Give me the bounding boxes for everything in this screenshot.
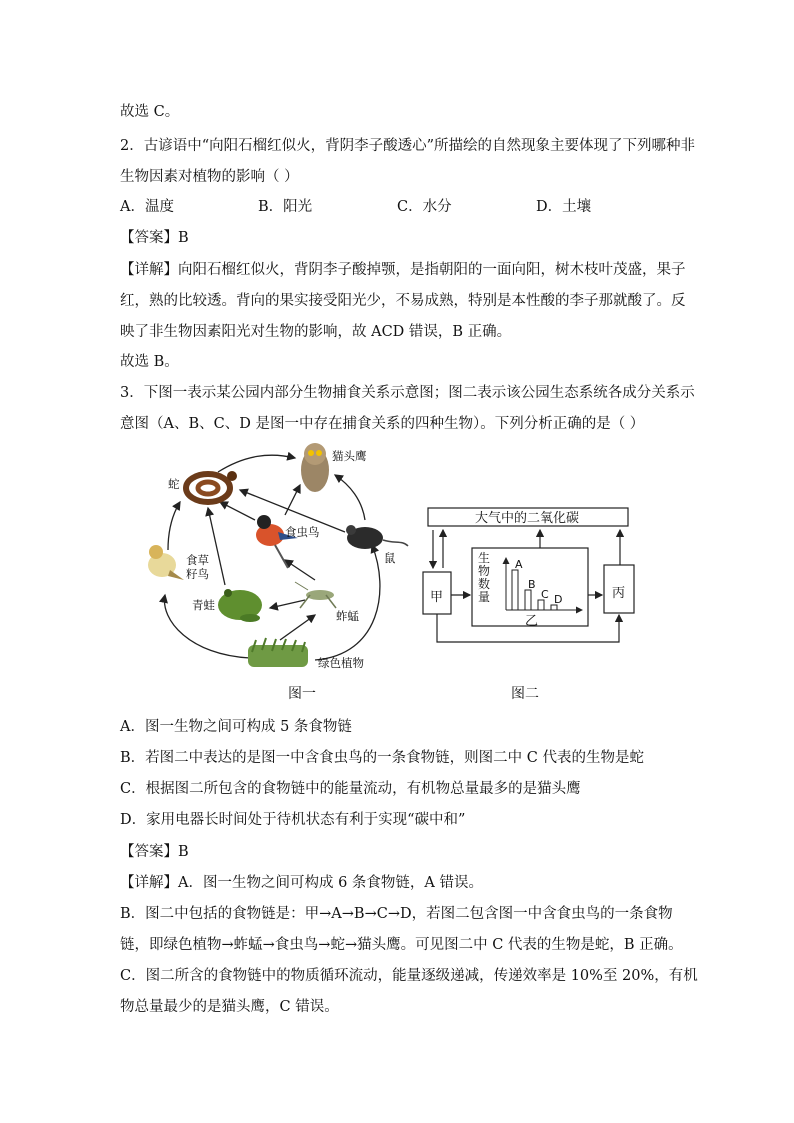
q3-explain-line4: C．图二所含的食物链中的物质循环流动，能量逐级递减，传递效率是 10%至 20%，有机 (120, 968, 698, 984)
bar-label-A: A (515, 558, 523, 571)
q2-option-a: A．温度 (120, 199, 174, 215)
owl-image (301, 443, 329, 492)
bar-A (512, 570, 518, 610)
arrow-snake-to-owl (218, 455, 295, 472)
bar-label-D: D (554, 593, 563, 606)
mouse-image (346, 525, 408, 549)
label-mouse: 鼠 (384, 551, 396, 565)
arrow-seedbird-to-snake (168, 502, 180, 550)
arrow-insectbird-to-snake (220, 502, 255, 520)
arrow-plant-to-mouse (315, 545, 380, 660)
q1-conclusion: 故选 C。 (120, 104, 180, 120)
grasshopper-image (295, 582, 336, 608)
bar-label-C: C (541, 588, 549, 601)
q3-option-b: B．若图二中表达的是图一中含食虫鸟的一条食物链，则图二中 C 代表的生物是蛇 (120, 750, 644, 766)
snake-image (186, 471, 237, 502)
label-green-plant: 绿色植物 (318, 656, 364, 670)
figure-one-food-web (140, 440, 430, 680)
label-insect-bird: 食虫鸟 (285, 525, 320, 539)
arrow-plant-to-grasshopper (280, 615, 315, 640)
atmosphere-label: 大气中的二氧化碳 (475, 511, 580, 526)
q2-option-c: C．水分 (397, 199, 452, 215)
arrow-grasshopper-to-insectbird (285, 560, 315, 580)
seed-bird-image (148, 545, 184, 580)
figure-two-ecosystem (420, 500, 640, 650)
q3-explain-line1: 【详解】A．图一生物之间可构成 6 条食物链，A 错误。 (120, 875, 483, 891)
figure-one-caption: 图一 (288, 686, 316, 702)
label-grasshopper: 蚱蜢 (336, 609, 359, 623)
frog-image (218, 589, 262, 622)
q2-stem-line1: 2．古谚语中“向阳石榴红似火，背阴李子酸透心”所描绘的自然现象主要体现了下列哪种非 (120, 138, 696, 154)
label-frog: 青蛙 (192, 598, 215, 612)
label-seed-bird: 食草籽鸟 (186, 553, 209, 581)
arrow-mouse-to-owl (335, 475, 365, 520)
q2-explain-line3: 映了非生物因素阳光对生物的影响，故 ACD 错误，B 正确。 (120, 324, 512, 340)
q3-option-d: D．家用电器长时间处于待机状态有利于实现“碳中和” (120, 812, 466, 828)
insect-bird-image (256, 515, 298, 568)
figure-two-caption: 图二 (511, 686, 539, 702)
q2-option-b: B．阳光 (258, 199, 313, 215)
green-plant-image (248, 638, 308, 667)
bar-C (538, 600, 544, 610)
q3-stem-line1: 3．下图一表示某公园内部分生物捕食关系示意图；图二表示该公园生态系统各成分关系示 (120, 385, 695, 401)
q2-option-d: D．土壤 (536, 199, 592, 215)
q2-answer: 【答案】B (120, 230, 189, 246)
q3-explain-line3: 链，即绿色植物→蚱蜢→食虫鸟→蛇→猫头鹰。可见图二中 C 代表的生物是蛇，B 正确。 (120, 937, 683, 953)
arrow-grasshopper-to-frog (270, 600, 305, 608)
q3-stem-line2: 意图（A、B、C、D 是图一中存在捕食关系的四种生物）。下列分析正确的是（ ） (120, 416, 645, 432)
bar-B (525, 590, 531, 610)
bing-label: 丙 (612, 586, 626, 601)
jia-label: 甲 (430, 590, 444, 605)
q2-conclusion: 故选 B。 (120, 354, 179, 370)
label-owl: 猫头鹰 (332, 449, 367, 463)
q2-explain-line1: 【详解】向阳石榴红似火，背阴李子酸掉颚，是指朝阳的一面向阳，树木枝叶茂盛，果子 (120, 262, 686, 278)
q2-stem-line2: 生物因素对植物的影响（ ） (120, 169, 299, 185)
q3-option-a: A．图一生物之间可构成 5 条食物链 (120, 719, 352, 735)
q2-explain-line2: 红，熟的比较透。背向的果实接受阳光少，不易成熟，特别是本性酸的李子那就酸了。反 (120, 293, 686, 309)
y-axis-label: 生物数量 (478, 551, 491, 604)
bar-label-B: B (528, 578, 536, 591)
label-snake: 蛇 (168, 477, 180, 491)
q3-option-c: C．根据图二所包含的食物链中的能量流动，有机物总量最多的是猫头鹰 (120, 781, 581, 797)
yi-label: 乙 (525, 614, 539, 629)
q3-answer: 【答案】B (120, 844, 189, 860)
q3-explain-line5: 物总量最少的是猫头鹰，C 错误。 (120, 999, 339, 1015)
q3-explain-line2: B．图二中包括的食物链是：甲→A→B→C→D，若图二包含图一中含食虫鸟的一条食物 (120, 906, 673, 922)
